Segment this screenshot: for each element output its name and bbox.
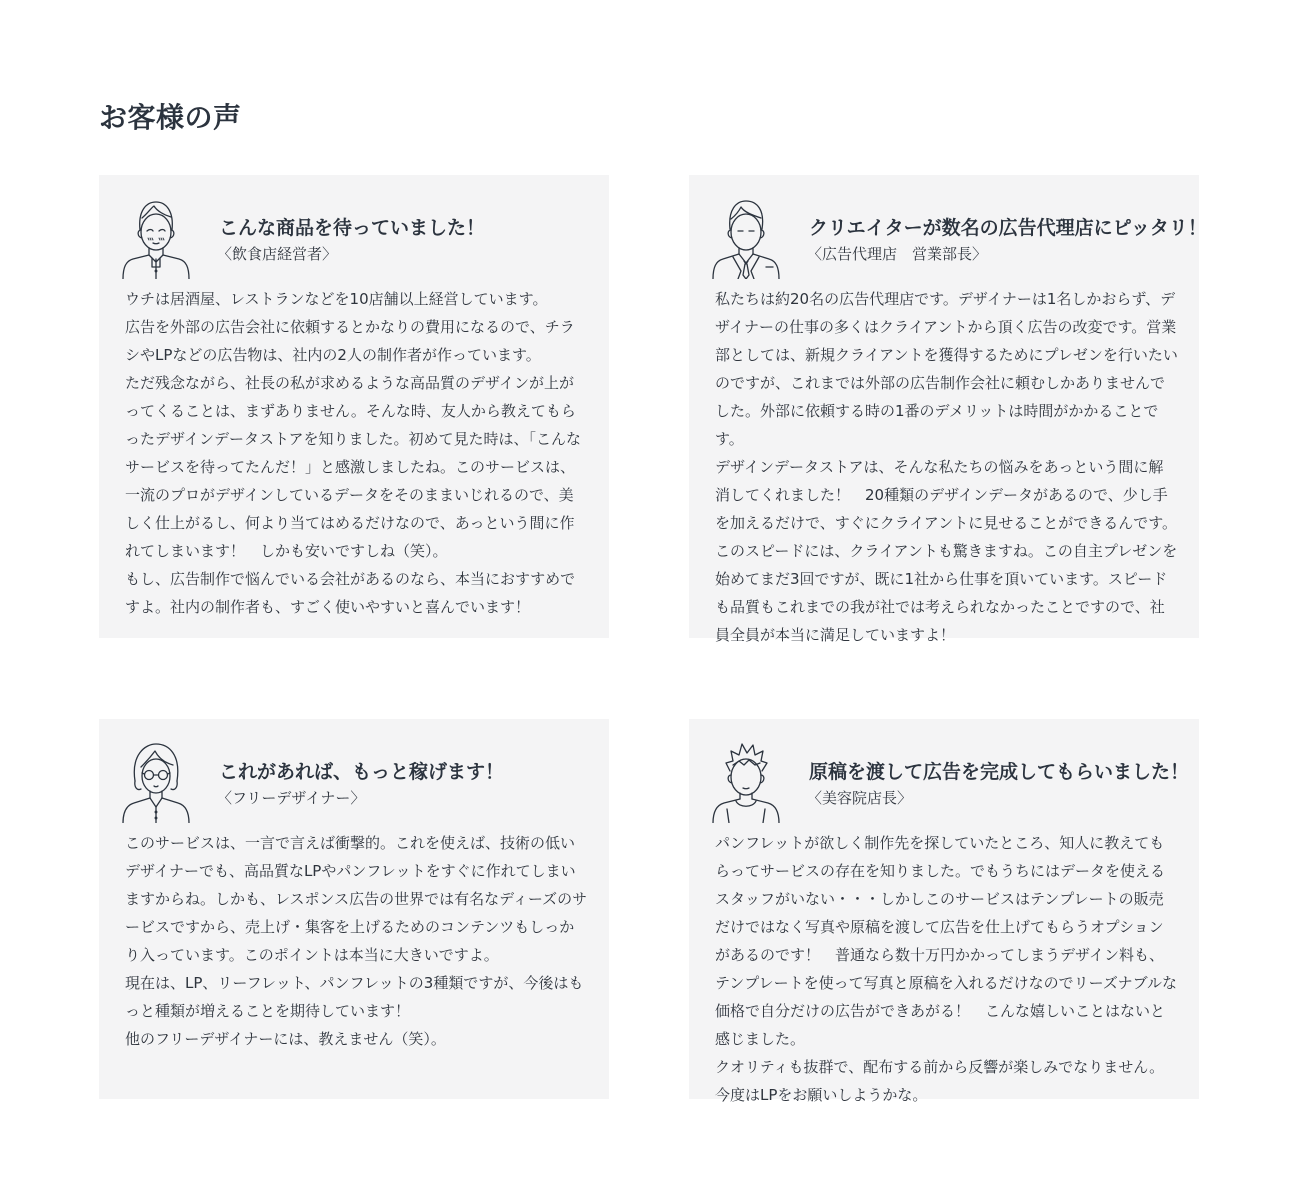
testimonial-body	[715, 285, 1178, 649]
testimonial-paragraph: ただ残念ながら、社長の私が求めるような高品質のデザインが上がってくることは、まずありません。そんな時、友人から教えてもらったデザインデータストアを知りました。初めて見た時は、「こんなサービスを待ってたんだ！」と感激しましたね。このサービスは、一流のプロがデザインしているデータをそのままいじれるので、美しく仕上がるし、何より当てはめるだけなので、あっという間に作れてしまいます！ しかも安いですしね（笑）。	[125, 374, 582, 560]
testimonial-body	[715, 829, 1178, 1109]
testimonial-paragraph: 他のフリーデザイナーには、教えません（笑）。	[125, 1030, 446, 1048]
testimonial-paragraph: ウチは居酒屋、レストランなどを10店舗以上経営しています。	[125, 290, 548, 308]
testimonial-role: 〈広告代理店 営業部長〉	[807, 245, 988, 263]
testimonial-headline: これがあれば、もっと稼げます！	[219, 761, 505, 783]
testimonial-paragraph: もし、広告制作で悩んでいる会社があるのなら、本当におすすめですよ。社内の制作者も、すごく使いやすいと喜んでいます！	[125, 570, 576, 616]
testimonial-role: 〈美容院店長〉	[807, 789, 913, 807]
testimonial-paragraph: 広告を外部の広告会社に依頼するとかなりの費用になるので、チラシやLPなどの広告物は、社内の2人の制作者が作っています。	[125, 318, 575, 364]
testimonial-paragraph: デザインデータストアは、そんな私たちの悩みをあっという間に解消してくれました！ 20種類のデザインデータがあるので、少し手を加えるだけで、すぐにクライアントに見せることができるんです。このスピードには、クライアントも驚きますね。この自主プレゼンを始めてまだ3回ですが、既に1社から仕事を頂いています。スピードも品質もこれまでの我が社では考えられなかったことですので、社員全員が本当に満足していますよ！	[715, 458, 1178, 644]
testimonial-card	[99, 719, 609, 1099]
businessman-suit-icon	[711, 197, 781, 279]
testimonial-role: 〈飲食店経営者〉	[217, 245, 338, 263]
spiky-hair-man-icon	[711, 741, 781, 823]
testimonial-card	[689, 175, 1207, 644]
testimonial-card	[689, 719, 1199, 1104]
testimonial-paragraph: クオリティも抜群で、配布する前から反響が楽しみでなりません。今度はLPをお願いしようかな。	[715, 1058, 1165, 1104]
testimonial-paragraph: 現在は、LP、リーフレット、パンフレットの3種類ですが、今後はもっと種類が増えることを期待しています！	[125, 974, 584, 1020]
woman-with-glasses-icon	[121, 741, 191, 823]
testimonial-role: 〈フリーデザイナー〉	[217, 789, 366, 807]
testimonial-paragraph: 私たちは約20名の広告代理店です。デザイナーは1名しかおらず、デザイナーの仕事の多くはクライアントから頂く広告の改変です。営業部としては、新規クライアントを獲得するためにプレゼンを行いたいのですが、これまでは外部の広告制作会社に頼むしかありませんでした。外部に依頼する時の1番のデメリットは時間がかかることです。	[715, 290, 1178, 448]
testimonial-headline: クリエイターが数名の広告代理店にピッタリ！	[809, 217, 1207, 239]
testimonial-headline: 原稿を渡して広告を完成してもらいました！	[809, 761, 1190, 783]
testimonial-body	[125, 829, 588, 1053]
testimonial-headline: こんな商品を待っていました！	[219, 217, 486, 239]
testimonial-paragraph: パンフレットが欲しく制作先を探していたところ、知人に教えてもらってサービスの存在を知りました。でもうちにはデータを使えるスタッフがいない・・・しかしこのサービスはテンプレートの販売だけではなく写真や原稿を渡して広告を仕上げてもらうオプションがあるのです！ 普通なら数十万円かかってしまうデザイン料も、テンプレートを使って写真と原稿を入れるだけなのでリーズナブルな価格で自分だけの広告ができあがる！ こんな嬉しいことはないと感じました。	[715, 834, 1178, 1048]
section-title: お客様の声	[99, 101, 242, 134]
testimonial-paragraph: このサービスは、一言で言えば衝撃的。これを使えば、技術の低いデザイナーでも、高品質なLPやパンフレットをすぐに作れてしまいますからね。しかも、レスポンス広告の世界では有名なディーズのサービスですから、売上げ・集客を上げるためのコンテンツもしっかり入っています。このポイントは本当に大きいですよ。	[125, 834, 588, 964]
testimonial-body	[125, 285, 588, 621]
testimonial-card	[99, 175, 609, 638]
man-with-glasses-icon	[121, 197, 191, 279]
